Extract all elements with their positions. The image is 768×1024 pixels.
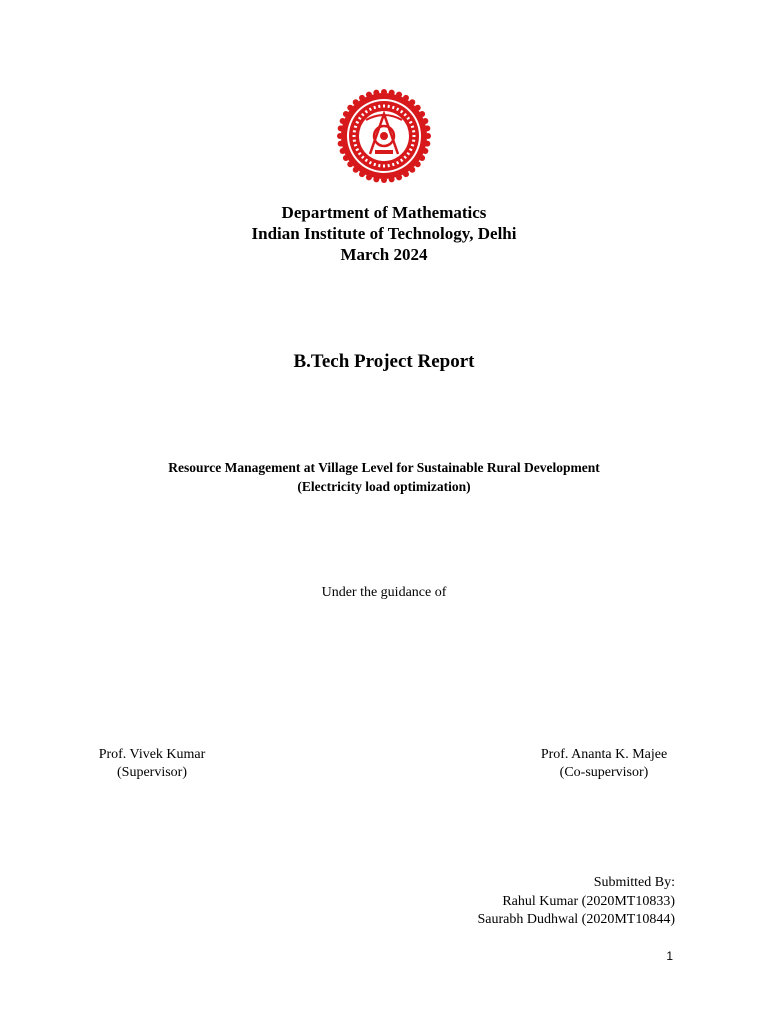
emblem-gear-tooth [343,111,349,117]
emblem-gear-tooth [373,90,379,96]
emblem-gear-tooth [419,111,425,117]
emblem-gear-tooth [396,92,402,98]
emblem-gear-tooth [389,176,395,182]
emblem-gear-tooth [359,95,365,101]
emblem-gear-tooth [424,125,430,131]
emblem-ring-mark [383,105,385,108]
submitted-by-label: Submitted By: [593,875,675,890]
emblem-gear-tooth [338,141,344,147]
emblem-gear-tooth [389,90,395,96]
emblem-gear-tooth [353,167,359,173]
emblem-gear-tooth [422,118,428,124]
project-title: Resource Management at Village Level for Sustainable Rural Development [168,460,600,475]
emblem-gear-tooth [425,133,431,139]
emblem-gear-tooth [366,92,372,98]
emblem-gear-tooth [415,161,421,167]
emblem-ring-mark [353,135,356,137]
project-subtitle: (Electricity load optimization) [297,479,471,494]
institute-name: Indian Institute of Technology, Delhi [251,224,517,243]
emblem-gear-tooth [422,148,428,154]
emblem-gear-tooth [373,176,379,182]
co-supervisor-name: Prof. Ananta K. Majee [540,747,668,762]
emblem-ring-mark [383,165,385,168]
student-entry: Saurabh Dudhwal (2020MT10844) [477,912,675,927]
emblem-gear-tooth [409,167,415,173]
supervisor-block [88,746,216,782]
emblem-ring-mark [413,135,416,137]
emblem-gear-tooth [381,89,387,95]
emblem-gear-tooth [409,99,415,105]
emblem-gear-tooth [353,99,359,105]
emblem-gear-tooth [424,141,430,147]
iit-delhi-emblem-icon [333,88,435,184]
supervisor-name: Prof. Vivek Kumar [98,747,206,762]
student-entry: Rahul Kumar (2020MT10833) [502,893,675,909]
report-date: March 2024 [340,245,428,264]
emblem-gear-tooth [338,125,344,131]
emblem-gear-tooth [403,95,409,101]
guidance-label: Under the guidance of [321,585,447,600]
emblem-gear-tooth [343,155,349,161]
submitted-by-block [477,874,675,930]
co-supervisor-role: (Co-supervisor) [559,765,649,780]
emblem-gear-tooth [347,105,353,111]
emblem-gear-tooth [381,177,387,183]
page-number: 1 [666,949,673,963]
department-name: Department of Mathematics [281,203,487,222]
emblem-gear-tooth [403,171,409,177]
emblem-gear-tooth [340,148,346,154]
co-supervisor-block [530,746,678,782]
header-block [0,202,768,265]
emblem-gear-tooth [337,133,343,139]
emblem-gear-tooth [419,155,425,161]
emblem-gear-tooth [366,174,372,180]
emblem-gear-tooth [359,171,365,177]
emblem-gear-tooth [340,118,346,124]
project-title-block [0,458,768,496]
emblem-gear-tooth [347,161,353,167]
report-title: B.Tech Project Report [293,351,475,372]
emblem-gear-tooth [415,105,421,111]
supervisor-role: (Supervisor) [117,765,187,780]
emblem-gear-tooth [396,174,402,180]
